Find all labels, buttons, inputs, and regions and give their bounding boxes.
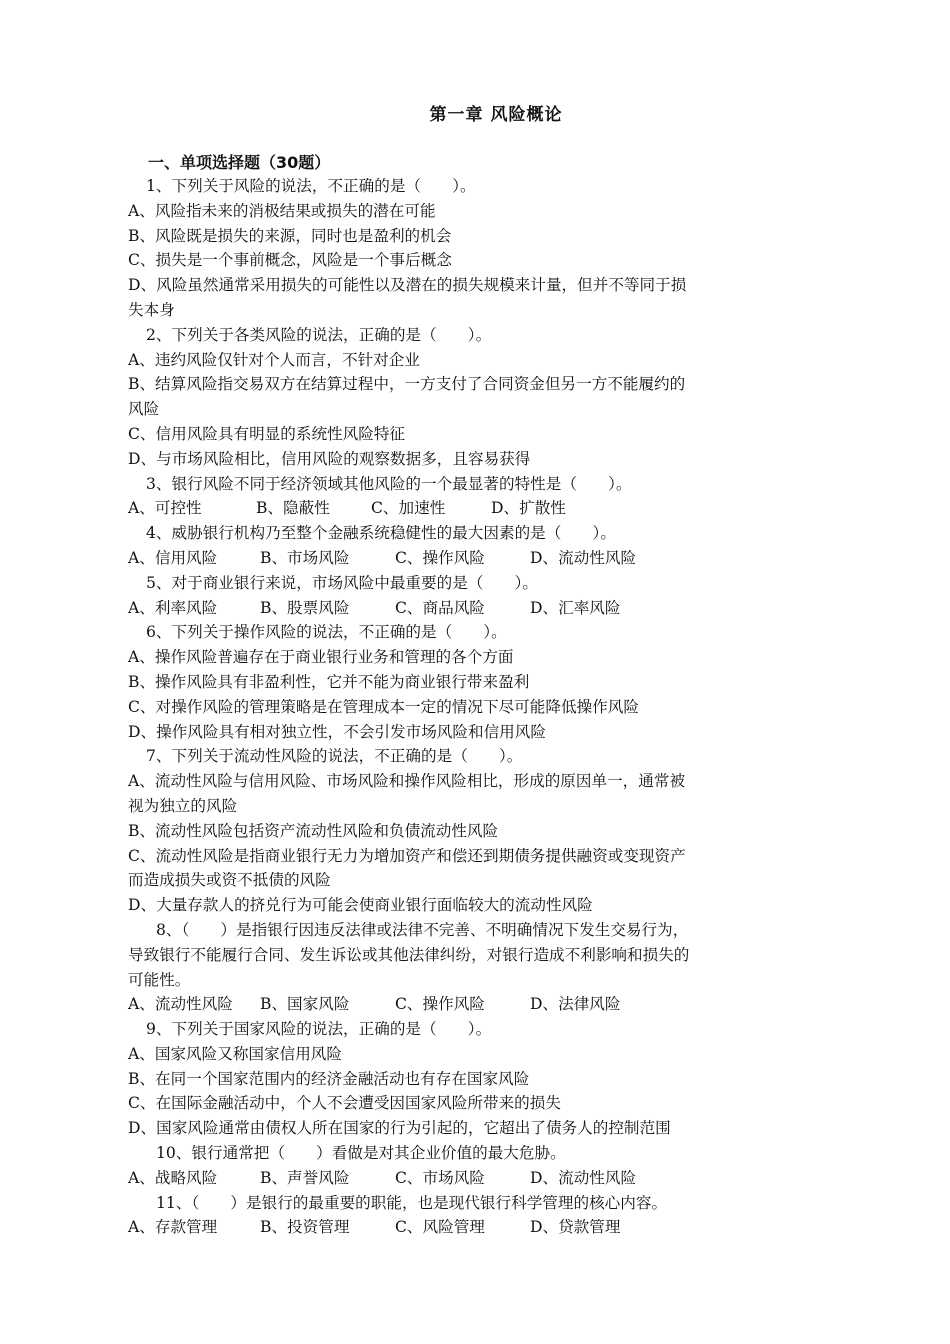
option-c: C、商品风险	[395, 598, 485, 617]
options-row	[128, 546, 828, 571]
option-a-continued: 视为独立的风险	[128, 796, 238, 815]
options-row	[128, 1215, 828, 1240]
option-c: C、操作风险	[395, 548, 485, 567]
options-row	[128, 992, 828, 1017]
option-a: A、风险指未来的消极结果或损失的潜在可能	[128, 201, 436, 220]
option-a: A、流动性风险	[128, 995, 233, 1014]
question-stem: 1、下列关于风险的说法，不正确的是（ ）。	[146, 177, 476, 195]
option-a: A、可控性	[128, 499, 202, 518]
option-c-continued: 而造成损失或资不抵债的风险	[128, 871, 331, 890]
question-stem: 3、银行风险不同于经济领域其他风险的一个最显著的特性是（ ）。	[146, 474, 632, 493]
question-stem: 10、银行通常把（ ）看做是对其企业价值的最大危胁。	[156, 1144, 566, 1163]
option-c: C、信用风险具有明显的系统性风险特征	[128, 424, 406, 443]
option-d: D、大量存款人的挤兑行为可能会使商业银行面临较大的流动性风险	[128, 896, 593, 915]
option-b: B、操作风险具有非盈利性，它并不能为商业银行带来盈利	[128, 672, 530, 691]
question-stem: 7、下列关于流动性风险的说法，不正确的是（ ）。	[146, 747, 523, 766]
option-c: C、流动性风险是指商业银行无力为增加资产和偿还到期债务提供融资或变现资产	[128, 846, 686, 865]
option-a: A、国家风险又称国家信用风险	[128, 1044, 342, 1063]
option-d: D、与市场风险相比，信用风险的观察数据多，且容易获得	[128, 449, 531, 468]
options-row	[128, 1166, 828, 1191]
options-row	[128, 596, 828, 621]
option-c: C、操作风险	[395, 995, 485, 1014]
option-b: B、声誉风险	[260, 1168, 350, 1187]
question-stem: 11、（ ）是银行的最重要的职能，也是现代银行科学管理的核心内容。	[156, 1193, 668, 1212]
option-b: B、投资管理	[260, 1218, 350, 1237]
option-b: B、市场风险	[260, 548, 350, 567]
option-c: C、风险管理	[395, 1218, 485, 1237]
question-stem: 6、下列关于操作风险的说法，不正确的是（ ）。	[146, 623, 507, 642]
option-c: C、对操作风险的管理策略是在管理成本一定的情况下尽可能降低操作风险	[128, 697, 639, 716]
option-c: C、损失是一个事前概念，风险是一个事后概念	[128, 251, 452, 270]
option-a: A、存款管理	[128, 1218, 218, 1237]
option-c: C、市场风险	[395, 1168, 485, 1187]
option-d: D、法律风险	[530, 995, 621, 1014]
option-d: D、流动性风险	[530, 1168, 637, 1187]
question-stem-continued: 可能性。	[128, 970, 191, 989]
option-d: D、扩散性	[491, 499, 566, 518]
option-d: D、操作风险具有相对独立性，不会引发市场风险和信用风险	[128, 722, 546, 741]
option-a: A、信用风险	[128, 548, 218, 567]
option-a: A、战略风险	[128, 1168, 218, 1187]
option-b: B、在同一个国家范围内的经济金融活动也有存在国家风险	[128, 1069, 530, 1088]
option-c: C、在国际金融活动中，个人不会遭受因国家风险所带来的损失	[128, 1094, 561, 1113]
option-b: B、隐蔽性	[256, 499, 330, 518]
question-stem-continued: 导致银行不能履行合同、发生诉讼或其他法律纠纷，对银行造成不利影响和损失的	[128, 945, 690, 964]
section-heading: 一、单项选择题（30题）	[148, 153, 331, 172]
question-stem: 8、（ ）是指银行因违反法律或法律不完善、不明确情况下发生交易行为，	[156, 920, 689, 939]
option-b: B、国家风险	[260, 995, 350, 1014]
option-d: D、风险虽然通常采用损失的可能性以及潜在的损失规模来计量，但并不等同于损	[128, 276, 687, 295]
option-b: B、股票风险	[260, 598, 350, 617]
option-c: C、加速性	[371, 499, 446, 518]
option-b: B、风险既是损失的来源，同时也是盈利的机会	[128, 226, 452, 245]
question-list	[128, 174, 828, 1240]
option-a: A、违约风险仅针对个人而言，不针对企业	[128, 350, 420, 369]
option-b: B、结算风险指交易双方在结算过程中，一方支付了合同资金但另一方不能履约的	[128, 375, 686, 394]
options-row	[128, 496, 828, 521]
question-stem: 5、对于商业银行来说，市场风险中最重要的是（ ）。	[146, 573, 538, 592]
option-d: D、贷款管理	[530, 1218, 621, 1237]
question-stem: 9、下列关于国家风险的说法，正确的是（ ）。	[146, 1020, 492, 1039]
option-d: D、汇率风险	[530, 598, 621, 617]
option-d: D、流动性风险	[530, 548, 637, 567]
question-stem: 4、威胁银行机构乃至整个金融系统稳健性的最大因素的是（ ）。	[146, 524, 616, 543]
option-d-continued: 失本身	[128, 300, 175, 319]
option-a: A、利率风险	[128, 598, 218, 617]
chapter-title: 第一章 风险概论	[429, 105, 563, 125]
option-d: D、国家风险通常由债权人所在国家的行为引起的，它超出了债务人的控制范围	[128, 1119, 671, 1138]
question-stem: 2、下列关于各类风险的说法，正确的是（ ）。	[146, 325, 492, 344]
option-a: A、流动性风险与信用风险、市场风险和操作风险相比，形成的原因单一，通常被	[128, 772, 686, 791]
option-b: B、流动性风险包括资产流动性风险和负债流动性风险	[128, 821, 499, 840]
option-b-continued: 风险	[128, 400, 160, 419]
option-a: A、操作风险普遍存在于商业银行业务和管理的各个方面	[128, 648, 514, 667]
